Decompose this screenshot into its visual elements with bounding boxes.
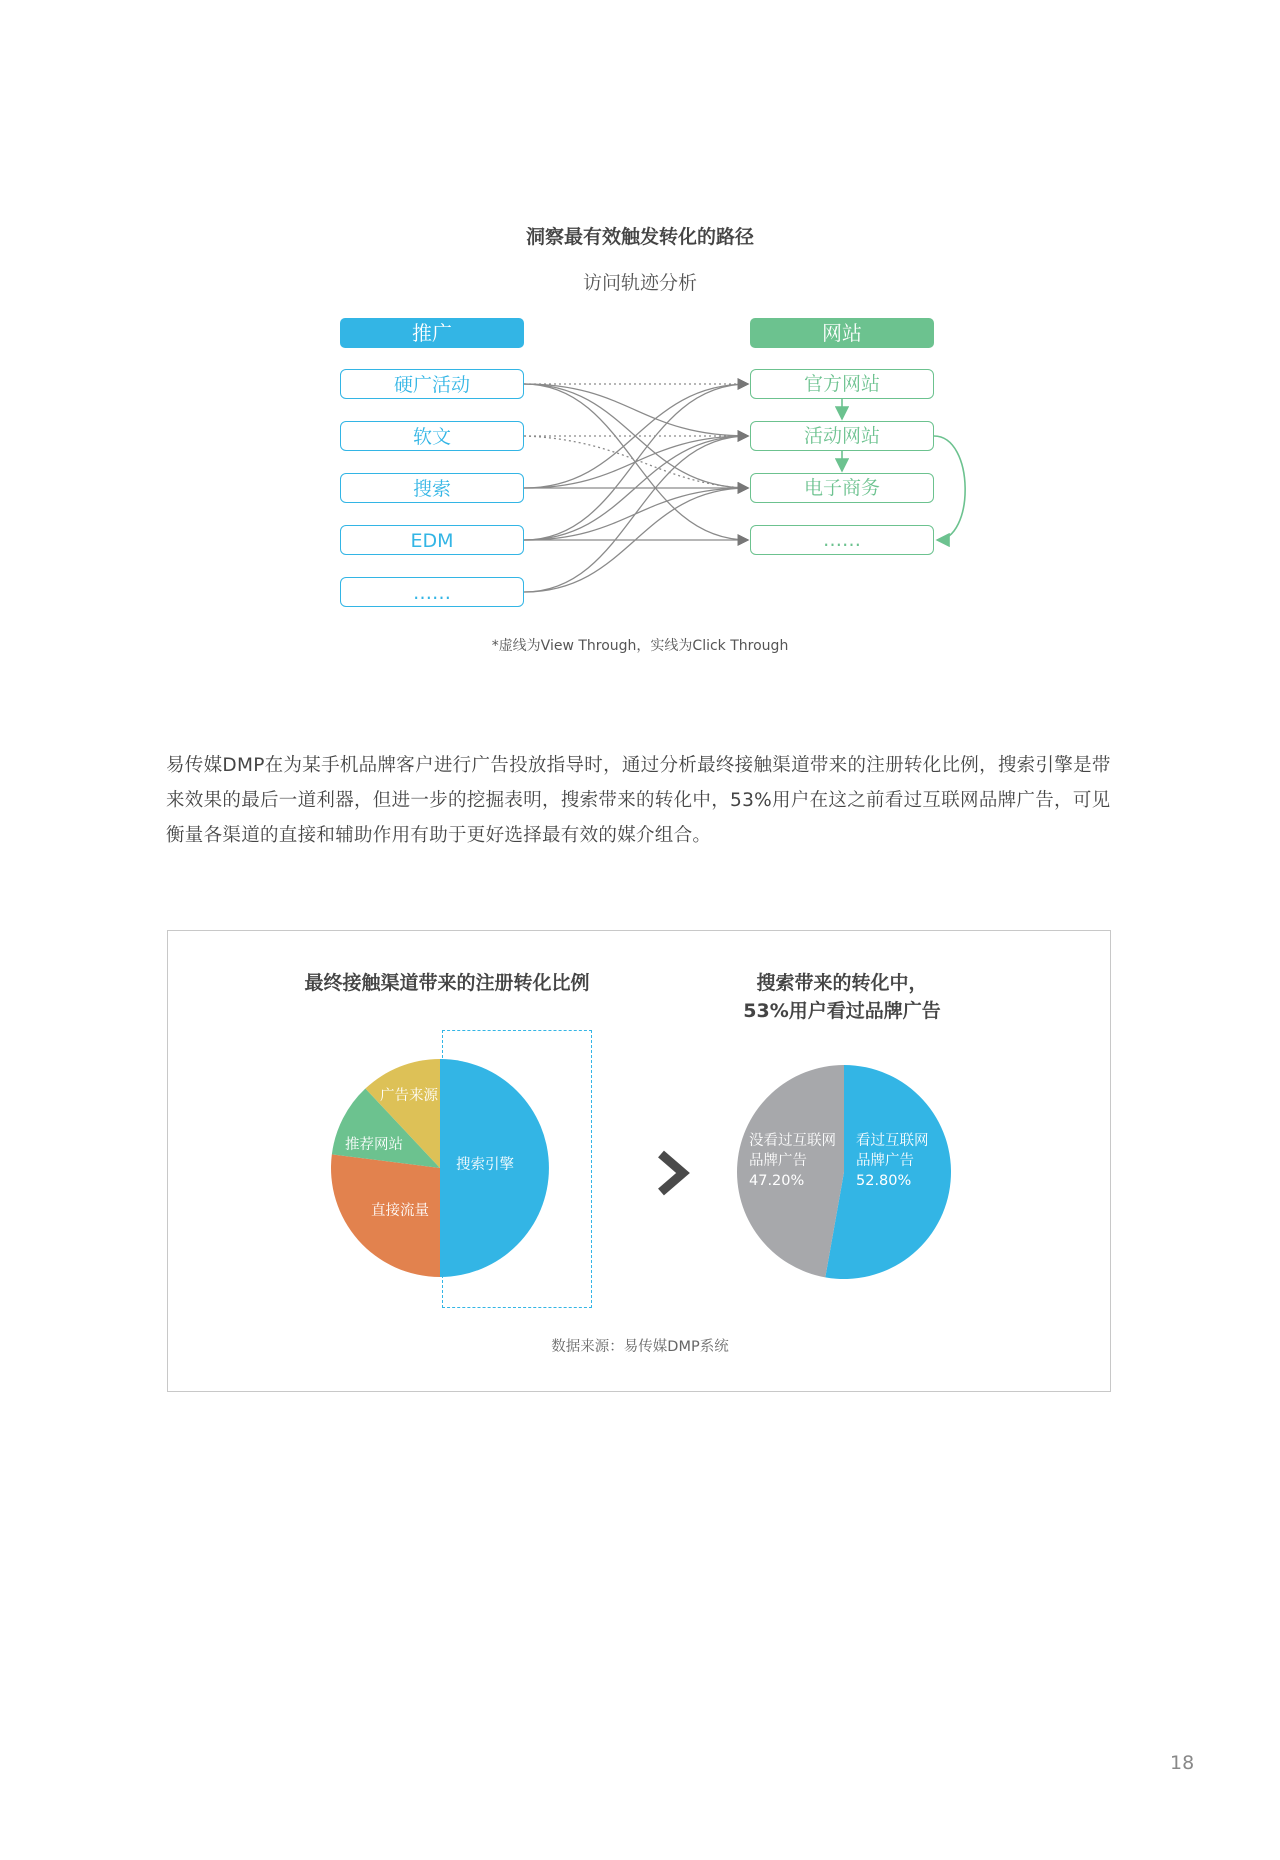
site-item-more: …… — [750, 525, 934, 555]
diagram-subtitle: 访问轨迹分析 — [582, 272, 697, 294]
pie-label-direct-traffic: 直接流量 — [371, 1203, 429, 1219]
pie-label-seen-ads-value: 52.80% — [856, 1173, 912, 1189]
promo-item-more: …… — [340, 577, 524, 607]
promo-item-edm: EDM — [340, 525, 524, 555]
pie-label-seen-ads-line1: 看过互联网 — [856, 1133, 929, 1149]
pie-label-not-seen-ads-line1: 没看过互联网 — [749, 1133, 836, 1149]
pie-label-search-engine: 搜索引擎 — [456, 1157, 514, 1173]
pie-label-not-seen-ads-line2: 品牌广告 — [749, 1153, 807, 1169]
right-chart-title-line1: 搜索带来的转化中， — [756, 972, 928, 994]
promo-item-display-ads: 硬广活动 — [340, 369, 524, 399]
site-item-campaign: 活动网站 — [750, 421, 934, 451]
chevron-right-icon — [655, 1150, 691, 1196]
data-source: 数据来源：易传媒DMP系统 — [551, 1339, 729, 1355]
promo-item-search: 搜索 — [340, 473, 524, 503]
pie-label-not-seen-ads-value: 47.20% — [749, 1173, 805, 1189]
diagram-title: 洞察最有效触发转化的路径 — [525, 226, 754, 248]
diagram-note: *虚线为View Through，实线为Click Through — [491, 638, 789, 654]
left-chart-title: 最终接触渠道带来的注册转化比例 — [304, 972, 590, 994]
pie-label-seen-ads-line2: 品牌广告 — [856, 1153, 914, 1169]
promo-item-soft-article: 软文 — [340, 421, 524, 451]
pie-label-not-seen-ads — [749, 1131, 836, 1191]
page-number: 18 — [1170, 1752, 1195, 1774]
body-paragraph: 易传媒DMP在为某手机品牌客户进行广告投放指导时，通过分析最终接触渠道带来的注册转化比例，搜索引擎是带来效果的最后一道利器，但进一步的挖掘表明，搜索带来的转化中，53%用户在这之前看过互联网品牌广告，可见衡量各渠道的直接和辅助作用有助于更好选择最有效的媒介组合。 — [166, 755, 1111, 846]
site-header: 网站 — [750, 318, 934, 348]
right-chart-title-line2: 53%用户看过品牌广告 — [743, 1000, 941, 1022]
line-more-to-campaign — [524, 436, 748, 592]
site-item-ecommerce: 电子商务 — [750, 473, 934, 503]
line-ad-to-campaign — [524, 384, 748, 436]
pie-label-referral-sites: 推荐网站 — [345, 1137, 403, 1153]
flow-connectors — [0, 0, 1280, 620]
pie-label-ad-source: 广告来源 — [380, 1088, 438, 1104]
site-item-official: 官方网站 — [750, 369, 934, 399]
line-edm-to-official — [524, 384, 748, 540]
arrow-campaign-to-other — [934, 436, 965, 540]
pie-label-seen-ads — [856, 1131, 929, 1191]
promo-header: 推广 — [340, 318, 524, 348]
